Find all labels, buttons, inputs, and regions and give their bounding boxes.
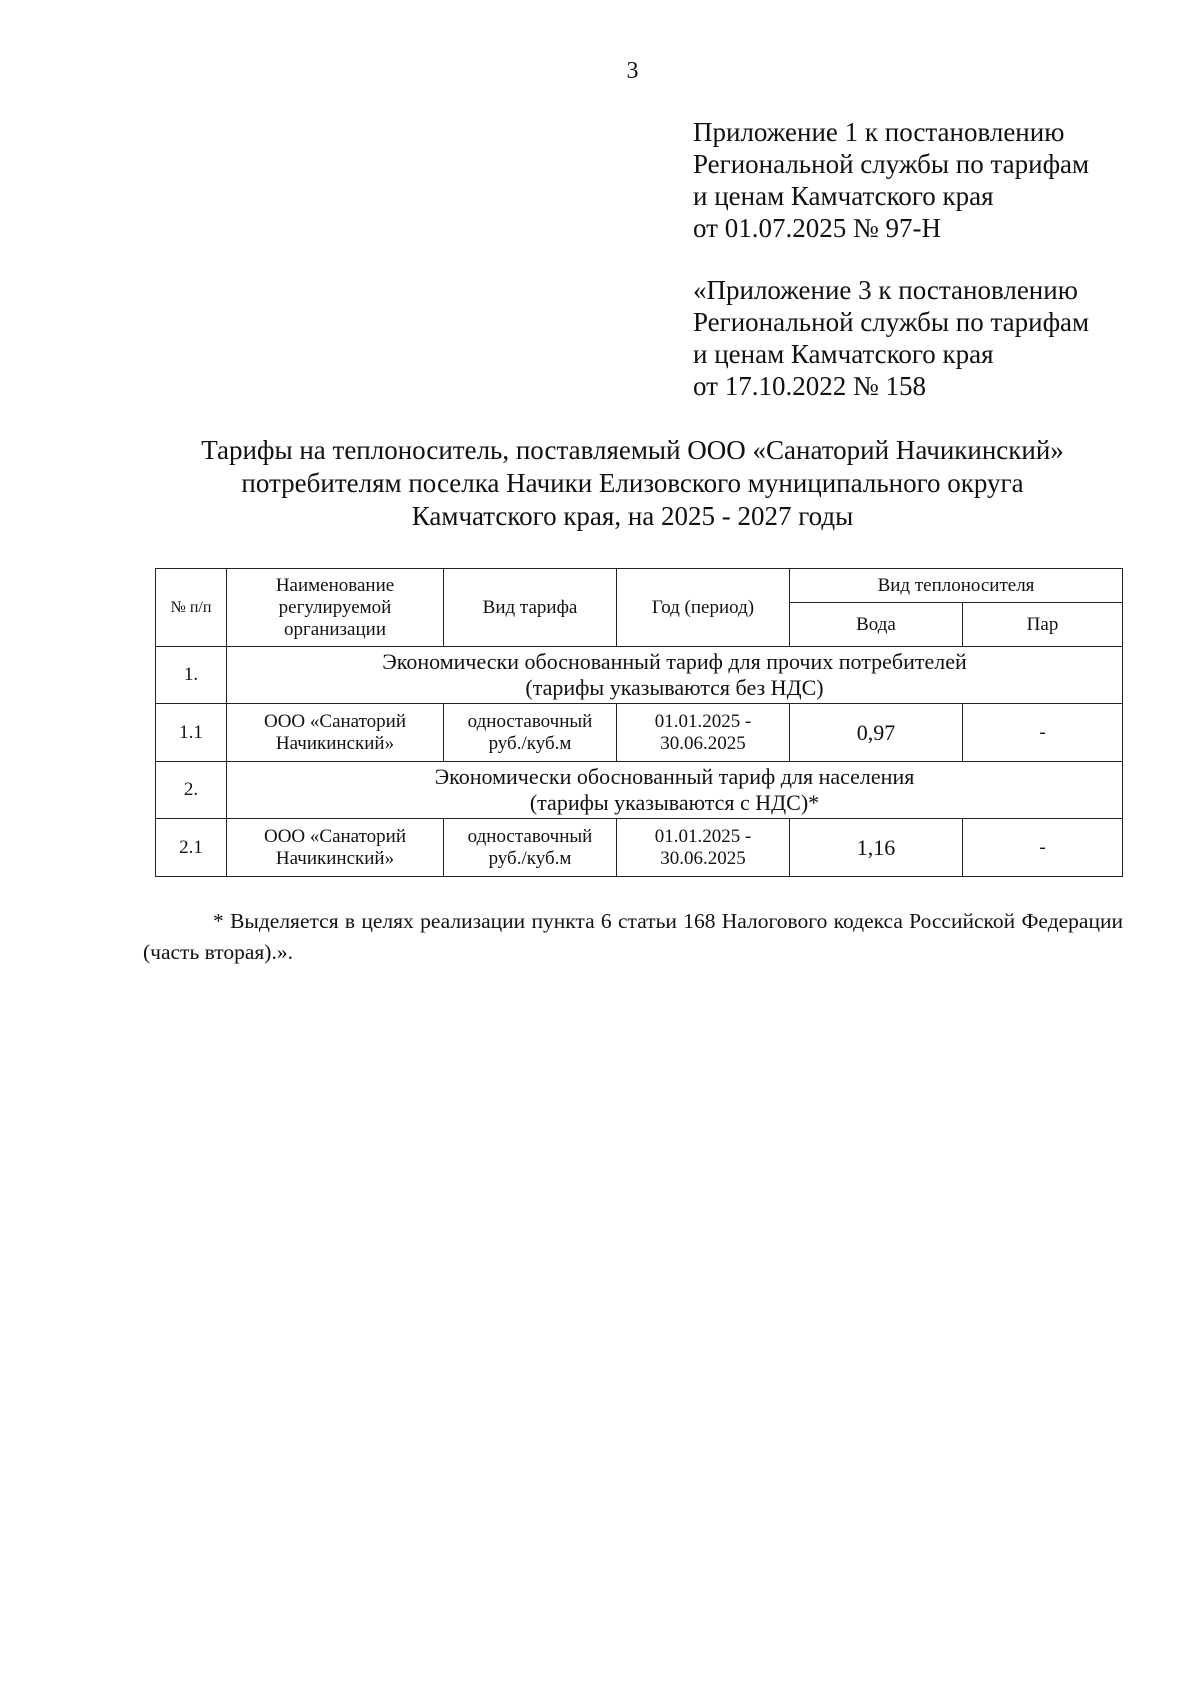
header-steam: Пар — [963, 603, 1123, 647]
row-num: 2.1 — [156, 819, 227, 877]
row-period — [617, 819, 790, 877]
section-title-line: Экономически обоснованный тариф для прочих потребителей — [382, 649, 967, 674]
appendix-1-line: и ценам Камчатского края — [693, 181, 994, 211]
row-organization — [227, 704, 444, 762]
section-row — [156, 762, 1123, 819]
row-steam-value: - — [963, 819, 1123, 877]
period-line: 01.01.2025 - — [654, 825, 752, 847]
header-organization: Наименование регулируемой организации — [227, 569, 444, 647]
appendix-1-line: Приложение 1 к постановлению — [693, 117, 1065, 147]
table-header-row — [156, 569, 1123, 603]
table-row — [156, 704, 1123, 762]
title-line: Камчатского края, на 2025 - 2027 годы — [411, 501, 854, 531]
section-row — [156, 647, 1123, 704]
tariff-type-line: руб./куб.м — [488, 847, 572, 869]
header-tariff-type: Вид тарифа — [444, 569, 617, 647]
row-water-value: 0,97 — [790, 704, 963, 762]
header-num: № п/п — [156, 569, 227, 647]
header-water: Вода — [790, 603, 963, 647]
section-title — [227, 647, 1123, 704]
row-water-value: 1,16 — [790, 819, 963, 877]
row-period — [617, 704, 790, 762]
section-title — [227, 762, 1123, 819]
section-title-line: (тарифы указываются с НДС)* — [529, 790, 820, 815]
organization-line: ООО «Санаторий — [263, 825, 407, 847]
appendix-3-line: Региональной службы по тарифам — [693, 307, 1090, 337]
tariff-type-line: руб./куб.м — [488, 732, 572, 754]
row-organization — [227, 819, 444, 877]
title-line: Тарифы на теплоноситель, поставляемый ООО «Санаторий Начикинский» — [201, 435, 1064, 465]
title-line: потребителям поселка Начики Елизовского муниципального округа — [241, 468, 1024, 498]
header-period: Год (период) — [617, 569, 790, 647]
organization-line: ООО «Санаторий — [263, 710, 407, 732]
appendix-1-line: от 01.07.2025 № 97-Н — [693, 213, 941, 243]
appendix-3-line: «Приложение 3 к постановлению — [693, 275, 1078, 305]
appendix-1-line: Региональной службы по тарифам — [693, 149, 1090, 179]
appendix-3-line: от 17.10.2022 № 158 — [693, 371, 926, 401]
row-tariff-type — [444, 819, 617, 877]
page-number: 3 — [626, 58, 639, 84]
appendix-3-line: и ценам Камчатского края — [693, 339, 994, 369]
row-tariff-type — [444, 704, 617, 762]
row-num: 1.1 — [156, 704, 227, 762]
tariff-type-line: одноставочный — [467, 825, 593, 847]
period-line: 30.06.2025 — [660, 847, 746, 869]
section-num: 1. — [156, 647, 227, 704]
section-num: 2. — [156, 762, 227, 819]
header-coolant-type: Вид теплоносителя — [790, 569, 1123, 603]
organization-line: Начикинский» — [275, 732, 395, 754]
tariff-table — [155, 568, 1123, 877]
document-title — [0, 434, 1200, 533]
organization-line: Начикинский» — [275, 847, 395, 869]
period-line: 01.01.2025 - — [654, 710, 752, 732]
tariff-type-line: одноставочный — [467, 710, 593, 732]
row-steam-value: - — [963, 704, 1123, 762]
appendix-3-block — [693, 274, 1133, 402]
section-title-line: (тарифы указываются без НДС) — [525, 675, 824, 700]
table-row — [156, 819, 1123, 877]
footnote: * Выделяется в целях реализации пункта 6 статьи 168 Налогового кодекса Российской Федерации (часть вторая).». — [143, 909, 1123, 964]
section-title-line: Экономически обоснованный тариф для населения — [434, 764, 915, 789]
appendix-1-block — [693, 116, 1133, 244]
period-line: 30.06.2025 — [660, 732, 746, 754]
